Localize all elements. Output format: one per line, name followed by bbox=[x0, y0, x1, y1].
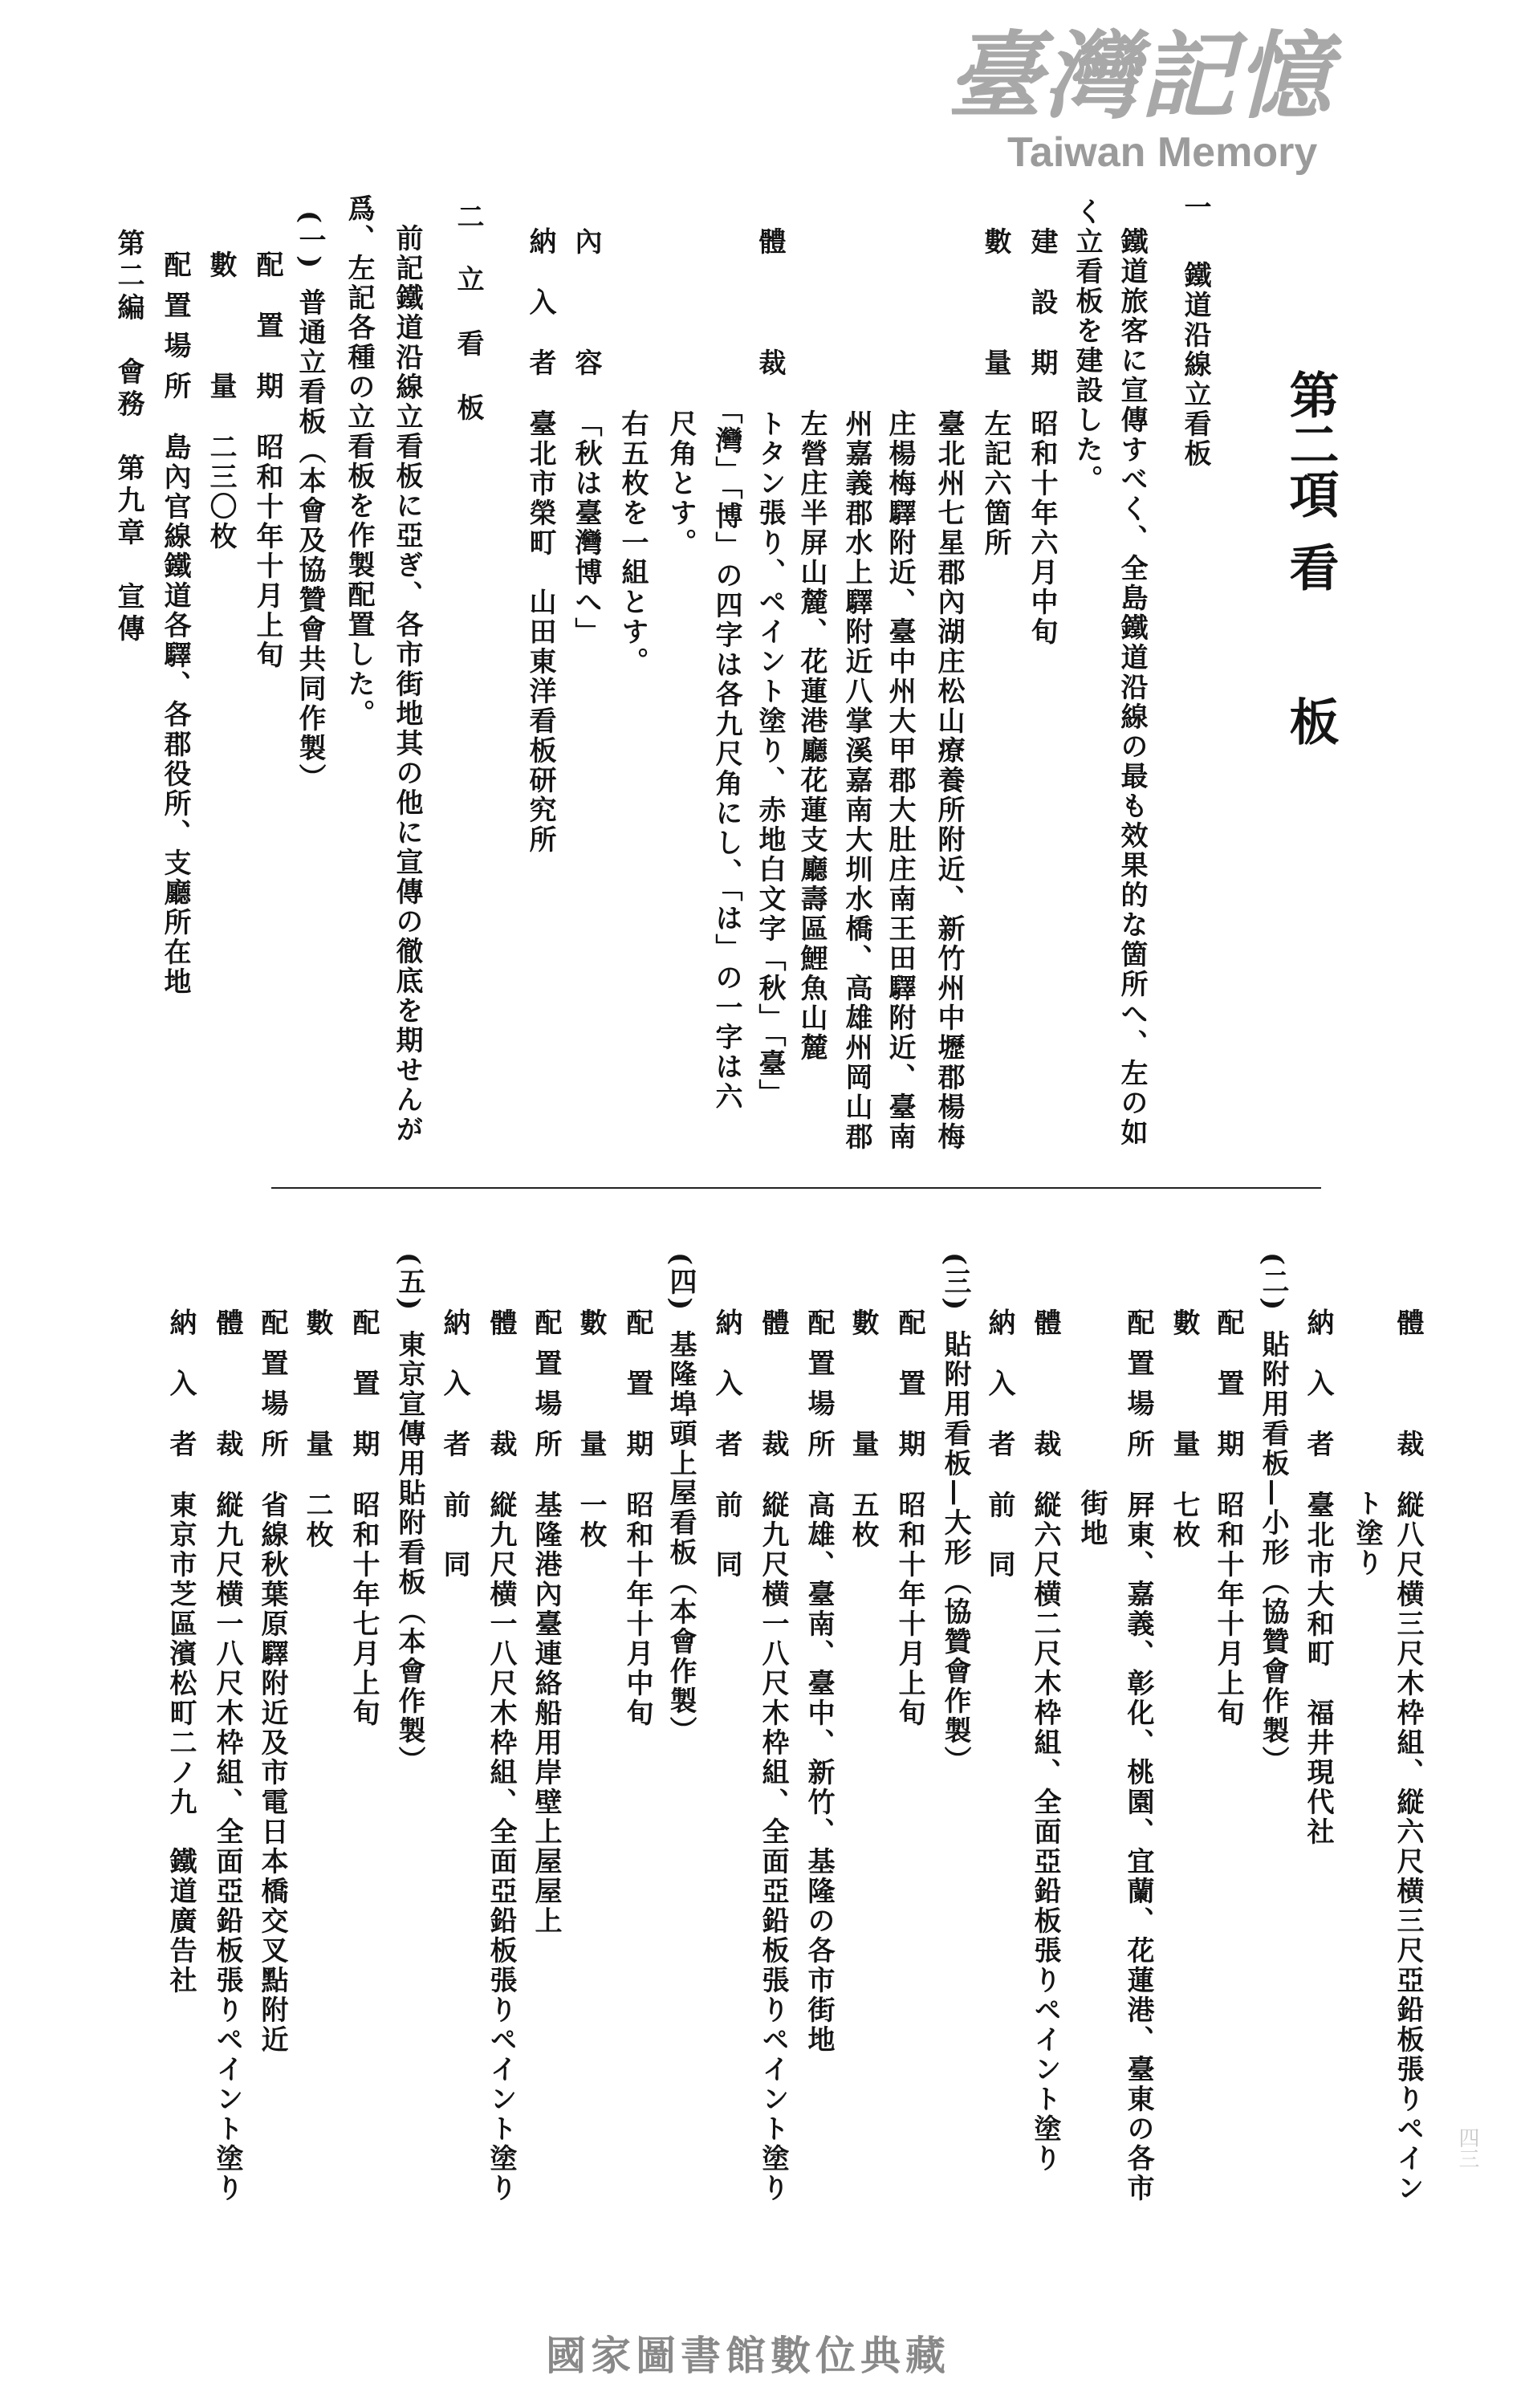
item-place bbox=[256, 1308, 288, 2055]
part1-location-line: 庄楊梅驛附近、臺中州大甲郡大肚庄南王田驛附近、臺南 bbox=[884, 409, 916, 1152]
field-value: 二枚 bbox=[301, 1491, 333, 1550]
item-number: (五) bbox=[393, 1252, 425, 1313]
item-title: 貼附用看板—小形（協贊會作製） bbox=[1257, 1330, 1289, 1776]
part1-style-line: 右五枚を一組とす。 bbox=[616, 409, 649, 677]
field-label: 納入者 bbox=[524, 227, 556, 376]
field-value: 七枚 bbox=[1168, 1491, 1200, 1550]
field-value: 「秋は臺灣博へ」 bbox=[570, 409, 602, 647]
part1-supplier bbox=[524, 227, 556, 855]
part2-heading: 立看板 bbox=[452, 265, 484, 458]
field-value: 前 同 bbox=[710, 1491, 742, 1580]
field-label: 納入者 bbox=[438, 1308, 470, 1457]
field-label: 配置場所 bbox=[803, 1308, 835, 1457]
item-title: 基隆埠頭上屋看板（本會作製） bbox=[665, 1330, 697, 1747]
section-title-char-1: 看 bbox=[1281, 542, 1340, 592]
item-supplier bbox=[1302, 1308, 1334, 1847]
field-value: 五枚 bbox=[847, 1491, 879, 1550]
field-label: 體裁 bbox=[211, 1308, 243, 1457]
field-value: 前 同 bbox=[983, 1491, 1015, 1580]
item-quantity bbox=[575, 1308, 607, 1550]
section-title-char-2: 板 bbox=[1281, 696, 1340, 746]
item-period bbox=[893, 1308, 925, 1728]
field-value: 昭和十年十月中旬 bbox=[621, 1491, 653, 1728]
field-value: 二三〇枚 bbox=[205, 433, 237, 551]
item-heading bbox=[393, 1252, 425, 1775]
item-period bbox=[1212, 1308, 1244, 1728]
field-label: 數量 bbox=[205, 250, 237, 399]
field-value: 昭和十年十月上旬 bbox=[893, 1491, 925, 1728]
page-number: 四三 bbox=[1455, 2127, 1479, 2169]
running-footer: 第二編 會務 第九章 宣傳 bbox=[112, 229, 144, 646]
field-label: 納入者 bbox=[1302, 1308, 1334, 1457]
part1-location-line: 臺北州七星郡內湖庄松山療養所附近、新竹州中壢郡楊梅 bbox=[933, 409, 965, 1152]
part1-number: 一 bbox=[1179, 193, 1211, 222]
field-label: 配置場所 bbox=[159, 250, 191, 399]
field-label: 配置期 bbox=[348, 1308, 380, 1457]
item-style-continued: ト塗り bbox=[1351, 1489, 1383, 1578]
item-heading bbox=[1257, 1252, 1289, 1775]
part1-style bbox=[754, 227, 786, 1108]
library-footer: 國家圖書館數位典藏 bbox=[546, 2333, 950, 2379]
part2-intro-line-1: 前記鐵道沿線立看板に亞ぎ、各市街地其の他に宣傳の徹底を期せんが bbox=[391, 224, 423, 1145]
item-title: 東京宣傳用貼附看板（本會作製） bbox=[393, 1330, 425, 1776]
field-label: 體裁 bbox=[485, 1308, 517, 1457]
item-period bbox=[348, 1308, 380, 1728]
part1-style-line: 「灣」「博」の四字は各九尺角にし、「は」の一字は六 bbox=[710, 397, 742, 1112]
item-supplier bbox=[710, 1308, 742, 1580]
field-label: 數量 bbox=[847, 1308, 879, 1457]
item-quantity bbox=[205, 250, 237, 551]
field-label: 配置期 bbox=[251, 250, 283, 399]
part1-content bbox=[570, 227, 602, 647]
item-number: (四) bbox=[665, 1252, 697, 1313]
item-number: (二) bbox=[1257, 1252, 1289, 1313]
field-value: 一枚 bbox=[575, 1491, 607, 1550]
field-value: 臺北市大和町 福井現代社 bbox=[1302, 1491, 1334, 1847]
field-value: 前 同 bbox=[438, 1491, 470, 1580]
field-label: 配置期 bbox=[893, 1308, 925, 1457]
field-value: トタン張り、ペイント塗り、赤地白文字「秋」「臺」 bbox=[754, 409, 786, 1108]
item-period bbox=[621, 1308, 653, 1728]
section-divider bbox=[271, 1187, 1321, 1189]
item-place bbox=[159, 250, 191, 997]
field-value: 昭和十年六月中旬 bbox=[1026, 409, 1058, 647]
field-label: 數量 bbox=[1168, 1308, 1200, 1457]
field-label: 數量 bbox=[301, 1308, 333, 1457]
field-label: 數量 bbox=[979, 227, 1011, 376]
field-value: 省線秋葉原驛附近及市電日本橋交叉點附近 bbox=[256, 1491, 288, 2055]
part1-build-period bbox=[1026, 227, 1058, 647]
part2-intro-line-2: 爲、左記各種の立看板を作製配置した。 bbox=[343, 194, 375, 729]
field-label: 配置場所 bbox=[256, 1308, 288, 1457]
field-value: 縦八尺横三尺木枠組、縦六尺横三尺亞鉛板張りペイン bbox=[1392, 1491, 1424, 2203]
field-label: 體裁 bbox=[1029, 1308, 1061, 1457]
part1-quantity bbox=[979, 227, 1011, 558]
field-label: 納入者 bbox=[710, 1308, 742, 1457]
field-label: 配置場所 bbox=[530, 1308, 562, 1457]
item-style bbox=[757, 1308, 789, 2203]
item-place-continued: 街地 bbox=[1076, 1489, 1108, 1548]
part1-intro-line-2: く立看板を建設した。 bbox=[1071, 197, 1103, 494]
item-period bbox=[251, 250, 283, 670]
field-label: 內容 bbox=[570, 227, 602, 376]
field-label: 建設期 bbox=[1026, 227, 1058, 376]
field-label: 體裁 bbox=[1392, 1308, 1424, 1457]
field-value: 昭和十年十月上旬 bbox=[251, 433, 283, 670]
field-label: 配置期 bbox=[1212, 1308, 1244, 1457]
field-value: 東京市芝區濱松町二ノ九 鐵道廣告社 bbox=[165, 1491, 197, 1995]
field-value: 左記六箇所 bbox=[979, 409, 1011, 558]
section-number: 第二項 bbox=[1281, 369, 1340, 519]
field-label: 體裁 bbox=[757, 1308, 789, 1457]
item-style bbox=[1392, 1308, 1424, 2203]
item-title: 貼附用看板—大形（協贊會作製） bbox=[939, 1330, 971, 1776]
item-place bbox=[803, 1308, 835, 2055]
item-style bbox=[211, 1308, 243, 2203]
item-style bbox=[485, 1308, 517, 2203]
item-place bbox=[530, 1308, 562, 1936]
field-value: 臺北市榮町 山田東洋看板研究所 bbox=[524, 409, 556, 855]
item-supplier bbox=[438, 1308, 470, 1580]
item-heading bbox=[294, 210, 326, 793]
part2-number: 二 bbox=[452, 202, 484, 232]
item-supplier bbox=[983, 1308, 1015, 1580]
item-place bbox=[1122, 1308, 1154, 2203]
field-label: 配置場所 bbox=[1122, 1308, 1154, 1457]
field-label: 體裁 bbox=[754, 227, 786, 376]
field-label: 納入者 bbox=[165, 1308, 197, 1457]
field-value: 高雄、臺南、臺中、新竹、基隆の各市街地 bbox=[803, 1491, 835, 2055]
part1-intro-line-1: 鐵道旅客に宣傳すべく、全島鐵道沿線の最も效果的な箇所へ、左の如 bbox=[1116, 227, 1148, 1148]
part1-location-line: 州嘉義郡水上驛附近八掌溪嘉南大圳水橋、高雄州岡山郡 bbox=[840, 409, 872, 1152]
field-value: 縦九尺横一八尺木枠組、全面亞鉛板張りペイント塗り bbox=[485, 1491, 517, 2203]
field-value: 屛東、嘉義、彰化、桃園、宜蘭、花蓮港、臺東の各市 bbox=[1122, 1491, 1154, 2203]
field-value: 縦九尺横一八尺木枠組、全面亞鉛板張りペイント塗り bbox=[757, 1491, 789, 2203]
field-value: 昭和十年七月上旬 bbox=[348, 1491, 380, 1728]
item-quantity bbox=[1168, 1308, 1200, 1550]
field-label: 納入者 bbox=[983, 1308, 1015, 1457]
field-value: 縦九尺横一八尺木枠組、全面亞鉛板張りペイント塗り bbox=[211, 1491, 243, 2203]
part1-location-line: 左營庄半屏山麓、花蓮港廳花蓮支廳壽區鯉魚山麓 bbox=[795, 409, 828, 1063]
item-style bbox=[1029, 1308, 1061, 2174]
item-quantity bbox=[301, 1308, 333, 1550]
part1-heading: 鐵道沿線立看板 bbox=[1179, 261, 1211, 469]
field-value: 基隆港內臺連絡船用岸壁上屋屋上 bbox=[530, 1491, 562, 1936]
field-label: 數量 bbox=[575, 1308, 607, 1457]
field-value: 縦六尺横二尺木枠組、全面亞鉛板張りペイント塗り bbox=[1029, 1491, 1061, 2174]
item-quantity bbox=[847, 1308, 879, 1550]
item-supplier bbox=[165, 1308, 197, 1995]
item-title: 普通立看板（本會及協贊會共同作製） bbox=[294, 288, 326, 794]
taiwan-memory-watermark: 臺灣記憶 bbox=[947, 20, 1333, 132]
item-number: (三) bbox=[939, 1252, 971, 1313]
item-number: (一) bbox=[294, 210, 326, 271]
field-value: 島內官線鐵道各驛、各郡役所、支廳所在地 bbox=[159, 433, 191, 997]
part1-style-line: 尺角とす。 bbox=[665, 409, 697, 558]
field-label: 配置期 bbox=[621, 1308, 653, 1457]
field-value: 昭和十年十月上旬 bbox=[1212, 1491, 1244, 1728]
taiwan-memory-watermark-sub: Taiwan Memory bbox=[1007, 129, 1318, 176]
item-heading bbox=[939, 1252, 971, 1775]
item-heading bbox=[665, 1252, 697, 1746]
